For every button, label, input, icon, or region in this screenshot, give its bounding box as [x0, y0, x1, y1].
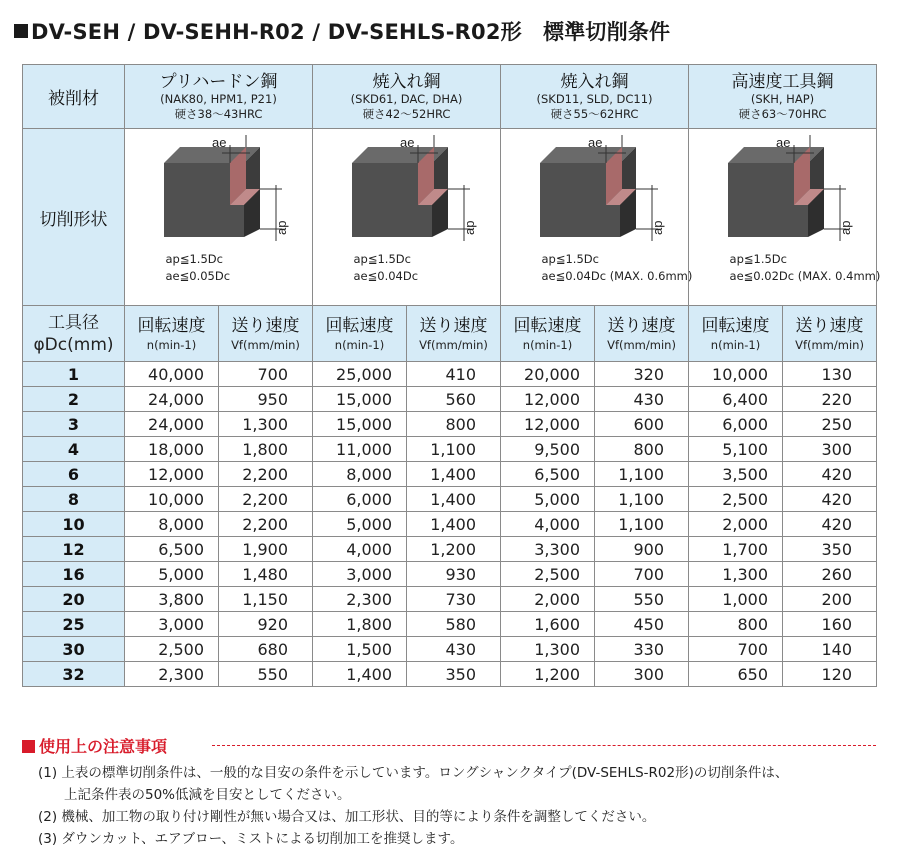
speed-value-cell: 5,000: [313, 512, 407, 537]
material-header: [313, 65, 501, 129]
ap-condition: ap≦1.5Dc: [353, 252, 411, 266]
column-header-row: [23, 306, 877, 362]
speed-header: [501, 306, 595, 362]
material-header: [689, 65, 877, 129]
feed-value-cell: 550: [595, 587, 689, 612]
feed-value-cell: 1,150: [219, 587, 313, 612]
tool-diameter-cell: 4: [23, 437, 125, 462]
shape-cell: [501, 129, 693, 306]
speed-value-cell: 10,000: [689, 362, 783, 387]
ae-condition: ae≦0.05Dc: [165, 269, 231, 283]
speed-unit: n(min-1): [334, 337, 385, 352]
feed-value-cell: 420: [783, 462, 877, 487]
diameter-header: [23, 306, 125, 362]
cut-shape-diagram: [314, 129, 500, 305]
feed-value-cell: 330: [595, 637, 689, 662]
feed-value-cell: 2,200: [219, 462, 313, 487]
feed-value-cell: 930: [407, 562, 501, 587]
diameter-unit: φDc(mm): [33, 334, 114, 355]
ae-condition: ae≦0.04Dc (MAX. 0.6mm): [541, 269, 693, 283]
speed-header: [313, 306, 407, 362]
ae-condition: ae≦0.02Dc (MAX. 0.4mm): [729, 269, 881, 283]
table-row: [23, 537, 877, 562]
material-grades: (NAK80, HPM1, P21): [160, 91, 277, 106]
feed-label: 送り速度: [419, 315, 488, 336]
feed-value-cell: 1,100: [595, 462, 689, 487]
speed-value-cell: 11,000: [313, 437, 407, 462]
diameter-label: 工具径: [48, 312, 99, 333]
feed-unit: Vf(mm/min): [795, 337, 864, 352]
feed-value-cell: 1,480: [219, 562, 313, 587]
feed-value-cell: 450: [595, 612, 689, 637]
speed-value-cell: 3,300: [501, 537, 595, 562]
material-hardness: 硬さ38～43HRC: [174, 106, 263, 121]
material-label: 被削材: [23, 65, 125, 129]
material-name: 高速度工具鋼: [731, 71, 834, 92]
speed-value-cell: 650: [689, 662, 783, 687]
tool-diameter-cell: 8: [23, 487, 125, 512]
feed-header: [219, 306, 313, 362]
table-row: [23, 437, 877, 462]
feed-value-cell: 430: [595, 387, 689, 412]
material-hardness: 硬さ63～70HRC: [738, 106, 827, 121]
speed-value-cell: 4,000: [313, 537, 407, 562]
cutting-conditions-table: [22, 64, 881, 687]
cut-shape-diagram: [126, 129, 312, 305]
speed-label: 回転速度: [513, 315, 582, 336]
ap-label: ap: [649, 220, 665, 235]
speed-value-cell: 800: [689, 612, 783, 637]
speed-value-cell: 10,000: [125, 487, 219, 512]
shape-label: 切削形状: [23, 129, 125, 306]
speed-value-cell: 6,000: [313, 487, 407, 512]
cut-shape-diagram: [502, 129, 693, 305]
feed-value-cell: 700: [595, 562, 689, 587]
feed-value-cell: 2,200: [219, 512, 313, 537]
feed-value-cell: 900: [595, 537, 689, 562]
speed-value-cell: 2,000: [501, 587, 595, 612]
speed-label: 回転速度: [701, 315, 770, 336]
page-title: [14, 16, 670, 46]
feed-value-cell: 1,900: [219, 537, 313, 562]
speed-unit: n(min-1): [710, 337, 761, 352]
speed-value-cell: 20,000: [501, 362, 595, 387]
ap-label: ap: [461, 220, 477, 235]
ae-label: ae: [775, 135, 790, 150]
feed-value-cell: 1,800: [219, 437, 313, 462]
feed-value-cell: 560: [407, 387, 501, 412]
speed-value-cell: 2,300: [313, 587, 407, 612]
feed-value-cell: 550: [219, 662, 313, 687]
feed-header: [595, 306, 689, 362]
table-row: [23, 387, 877, 412]
speed-value-cell: 4,000: [501, 512, 595, 537]
speed-value-cell: 5,000: [125, 562, 219, 587]
tool-diameter-cell: 20: [23, 587, 125, 612]
speed-value-cell: 1,300: [689, 562, 783, 587]
feed-label: 送り速度: [231, 315, 300, 336]
cut-shape-diagram: [690, 129, 881, 305]
ae-condition: ae≦0.04Dc: [353, 269, 419, 283]
table-row: [23, 487, 877, 512]
feed-value-cell: 1,100: [407, 437, 501, 462]
material-grades: (SKD11, SLD, DC11): [536, 91, 653, 106]
feed-value-cell: 320: [595, 362, 689, 387]
feed-value-cell: 1,400: [407, 512, 501, 537]
feed-value-cell: 260: [783, 562, 877, 587]
note-item: (2) 機械、加工物の取り付け剛性が無い場合又は、加工形状、目的等により条件を調整してください。: [38, 809, 656, 825]
title-text: DV-SEH / DV-SEHH-R02 / DV-SEHLS-R02形 標準切削条件: [31, 20, 671, 44]
speed-value-cell: 6,500: [125, 537, 219, 562]
material-row: [23, 65, 877, 129]
speed-value-cell: 15,000: [313, 412, 407, 437]
ap-label: ap: [273, 220, 289, 235]
speed-value-cell: 1,400: [313, 662, 407, 687]
speed-value-cell: 6,400: [689, 387, 783, 412]
speed-value-cell: 24,000: [125, 387, 219, 412]
notes-heading-text: 使用上の注意事項: [39, 737, 168, 756]
speed-value-cell: 1,200: [501, 662, 595, 687]
feed-value-cell: 950: [219, 387, 313, 412]
ap-condition: ap≦1.5Dc: [165, 252, 223, 266]
speed-header: [689, 306, 783, 362]
table-row: [23, 462, 877, 487]
feed-value-cell: 420: [783, 512, 877, 537]
feed-header: [783, 306, 877, 362]
speed-value-cell: 2,000: [689, 512, 783, 537]
shape-cell: [313, 129, 501, 306]
ae-label: ae: [211, 135, 226, 150]
tool-diameter-cell: 12: [23, 537, 125, 562]
speed-value-cell: 2,500: [125, 637, 219, 662]
speed-value-cell: 1,700: [689, 537, 783, 562]
feed-value-cell: 800: [595, 437, 689, 462]
ap-condition: ap≦1.5Dc: [729, 252, 787, 266]
speed-value-cell: 1,300: [501, 637, 595, 662]
speed-value-cell: 25,000: [313, 362, 407, 387]
tool-diameter-cell: 6: [23, 462, 125, 487]
table-row: [23, 637, 877, 662]
feed-value-cell: 140: [783, 637, 877, 662]
shape-cell: [689, 129, 881, 306]
speed-unit: n(min-1): [146, 337, 197, 352]
speed-value-cell: 5,100: [689, 437, 783, 462]
table-row: [23, 362, 877, 387]
notes-heading: [22, 734, 167, 757]
speed-label: 回転速度: [325, 315, 394, 336]
table-row: [23, 612, 877, 637]
feed-value-cell: 1,400: [407, 462, 501, 487]
feed-label: 送り速度: [795, 315, 864, 336]
feed-value-cell: 600: [595, 412, 689, 437]
speed-value-cell: 1,000: [689, 587, 783, 612]
feed-value-cell: 420: [783, 487, 877, 512]
feed-value-cell: 1,300: [219, 412, 313, 437]
title-square-icon: [14, 24, 28, 38]
speed-value-cell: 18,000: [125, 437, 219, 462]
speed-value-cell: 3,000: [125, 612, 219, 637]
note-item: 上記条件表の50%低減を目安としてください。: [64, 787, 351, 803]
feed-unit: Vf(mm/min): [231, 337, 300, 352]
feed-value-cell: 680: [219, 637, 313, 662]
tool-diameter-cell: 10: [23, 512, 125, 537]
tool-diameter-cell: 2: [23, 387, 125, 412]
ap-label: ap: [837, 220, 853, 235]
shape-row: [23, 129, 877, 306]
feed-value-cell: 160: [783, 612, 877, 637]
feed-value-cell: 410: [407, 362, 501, 387]
table-row: [23, 512, 877, 537]
feed-value-cell: 220: [783, 387, 877, 412]
feed-label: 送り速度: [607, 315, 676, 336]
speed-value-cell: 6,000: [689, 412, 783, 437]
notes-divider: [212, 745, 876, 746]
material-grades: (SKH, HAP): [750, 91, 815, 106]
ae-label: ae: [587, 135, 602, 150]
feed-value-cell: 1,400: [407, 487, 501, 512]
feed-value-cell: 250: [783, 412, 877, 437]
speed-value-cell: 12,000: [501, 412, 595, 437]
feed-value-cell: 300: [783, 437, 877, 462]
tool-diameter-cell: 25: [23, 612, 125, 637]
speed-value-cell: 8,000: [125, 512, 219, 537]
tool-diameter-cell: 30: [23, 637, 125, 662]
material-header: [501, 65, 689, 129]
speed-header: [125, 306, 219, 362]
note-item: (3) ダウンカット、エアブロー、ミストによる切削加工を推奨します。: [38, 831, 464, 847]
feed-value-cell: 1,200: [407, 537, 501, 562]
feed-value-cell: 580: [407, 612, 501, 637]
speed-value-cell: 40,000: [125, 362, 219, 387]
speed-value-cell: 9,500: [501, 437, 595, 462]
table-row: [23, 662, 877, 687]
speed-value-cell: 12,000: [501, 387, 595, 412]
material-hardness: 硬さ42～52HRC: [362, 106, 451, 121]
speed-unit: n(min-1): [522, 337, 573, 352]
feed-value-cell: 730: [407, 587, 501, 612]
speed-value-cell: 15,000: [313, 387, 407, 412]
speed-value-cell: 2,500: [501, 562, 595, 587]
speed-value-cell: 12,000: [125, 462, 219, 487]
feed-value-cell: 430: [407, 637, 501, 662]
material-grades: (SKD61, DAC, DHA): [350, 91, 463, 106]
ae-label: ae: [399, 135, 414, 150]
feed-value-cell: 350: [407, 662, 501, 687]
speed-value-cell: 3,800: [125, 587, 219, 612]
speed-value-cell: 8,000: [313, 462, 407, 487]
feed-value-cell: 800: [407, 412, 501, 437]
tool-diameter-cell: 16: [23, 562, 125, 587]
speed-value-cell: 1,800: [313, 612, 407, 637]
material-name: 焼入れ鋼: [560, 71, 629, 92]
feed-value-cell: 120: [783, 662, 877, 687]
feed-header: [407, 306, 501, 362]
speed-value-cell: 24,000: [125, 412, 219, 437]
tool-diameter-cell: 1: [23, 362, 125, 387]
feed-value-cell: 130: [783, 362, 877, 387]
feed-value-cell: 700: [219, 362, 313, 387]
feed-unit: Vf(mm/min): [419, 337, 488, 352]
shape-cell: [125, 129, 313, 306]
table-row: [23, 412, 877, 437]
table-row: [23, 562, 877, 587]
feed-value-cell: 1,100: [595, 487, 689, 512]
feed-value-cell: 300: [595, 662, 689, 687]
material-hardness: 硬さ55～62HRC: [550, 106, 639, 121]
feed-value-cell: 2,200: [219, 487, 313, 512]
speed-value-cell: 5,000: [501, 487, 595, 512]
notes-square-icon: [22, 740, 35, 753]
speed-value-cell: 1,500: [313, 637, 407, 662]
feed-value-cell: 200: [783, 587, 877, 612]
note-item: (1) 上表の標準切削条件は、一般的な目安の条件を示しています。ロングシャンクタイプ(DV-SEHLS-R02形)の切削条件は、: [38, 765, 789, 781]
feed-value-cell: 1,100: [595, 512, 689, 537]
speed-value-cell: 2,300: [125, 662, 219, 687]
feed-value-cell: 350: [783, 537, 877, 562]
speed-label: 回転速度: [137, 315, 206, 336]
table-row: [23, 587, 877, 612]
material-name: プリハードン鋼: [159, 71, 278, 92]
tool-diameter-cell: 32: [23, 662, 125, 687]
material-name: 焼入れ鋼: [372, 71, 441, 92]
speed-value-cell: 700: [689, 637, 783, 662]
feed-value-cell: 920: [219, 612, 313, 637]
speed-value-cell: 3,000: [313, 562, 407, 587]
speed-value-cell: 2,500: [689, 487, 783, 512]
material-header: [125, 65, 313, 129]
tool-diameter-cell: 3: [23, 412, 125, 437]
speed-value-cell: 6,500: [501, 462, 595, 487]
speed-value-cell: 3,500: [689, 462, 783, 487]
ap-condition: ap≦1.5Dc: [541, 252, 599, 266]
speed-value-cell: 1,600: [501, 612, 595, 637]
feed-unit: Vf(mm/min): [607, 337, 676, 352]
